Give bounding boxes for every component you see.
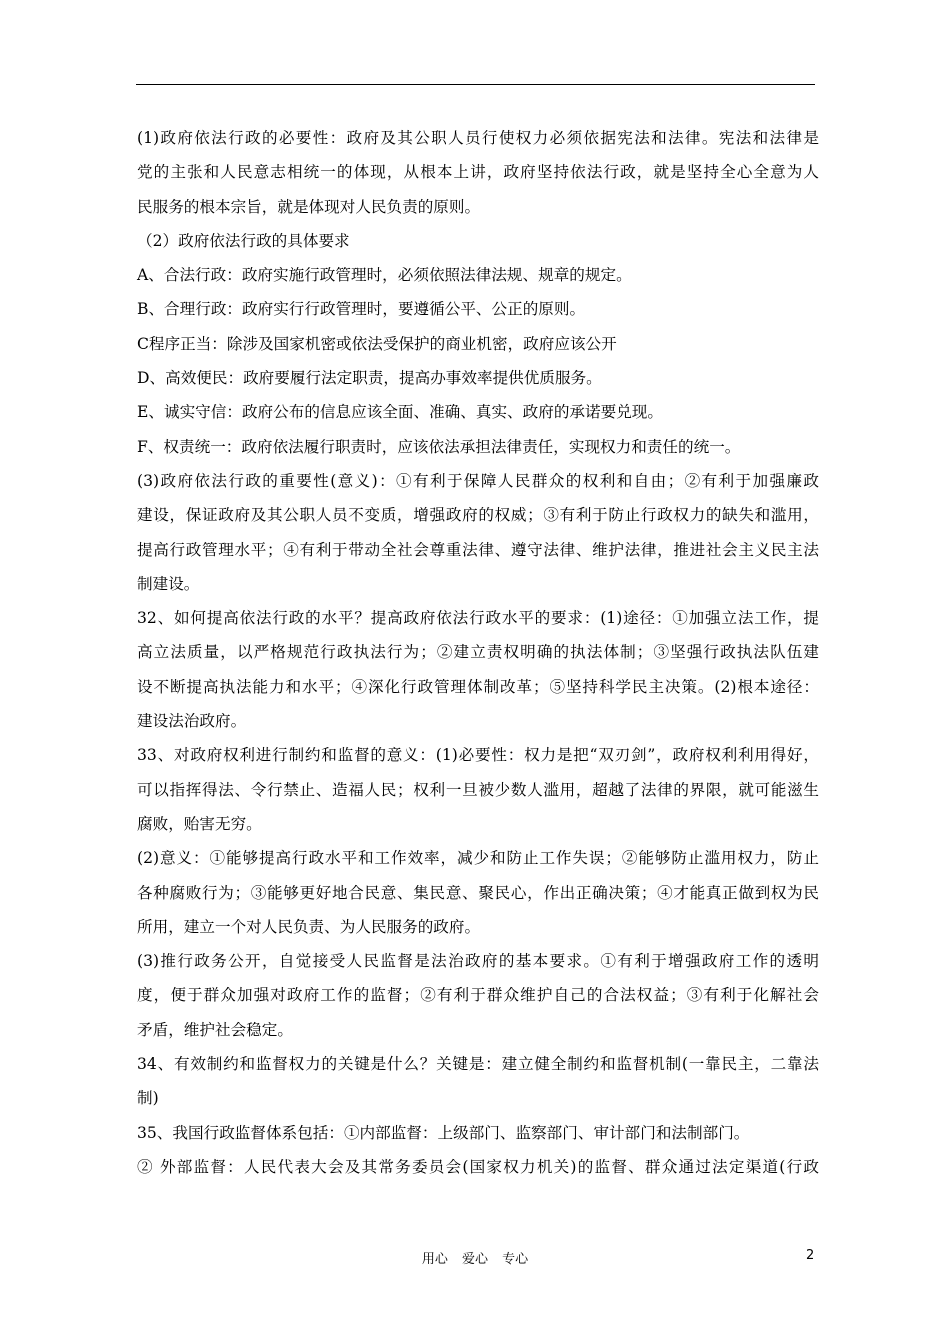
text-line: 矛盾，维护社会稳定。 (137, 1020, 293, 1039)
text-line: (3)政府依法行政的重要性(意义)：①有利于保障人民群众的权利和自由；②有利于加强廉政 (137, 471, 819, 490)
footer-motto: 用心 爱心 专心 (421, 1252, 529, 1267)
text-line: (3)推行政务公开，自觉接受人民监督是法治政府的基本要求。①有利于增强政府工作的透明 (137, 952, 819, 971)
text-line: 所用，建立一个对人民负责、为人民服务的政府。 (137, 917, 481, 936)
text-line: 各种腐败行为；③能够更好地合民意、集民意、聚民心，作出正确决策；④才能真正做到权为民 (137, 883, 819, 902)
text-line: 腐败，贻害无穷。 (137, 814, 262, 833)
text-line: 制) (137, 1089, 159, 1108)
text-line: 度，便于群众加强对政府工作的监督；②有利于群众维护自己的合法权益；③有利于化解社会 (137, 986, 819, 1005)
text-line: 35、我国行政监督体系包括：①内部监督：上级部门、监察部门、审计部门和法制部门。 (137, 1123, 750, 1142)
text-line: 32、如何提高依法行政的水平？提高政府依法行政水平的要求：(1)途径：①加强立法工作，提 (137, 609, 819, 628)
text-line: （2）政府依法行政的具体要求 (137, 231, 350, 250)
text-line: ② 外部监督：人民代表大会及其常务委员会(国家权力机关)的监督、群众通过法定渠道(行政 (137, 1157, 819, 1176)
text-line: F、权责统一：政府依法履行职责时，应该依法承担法律责任，实现权力和责任的统一。 (137, 437, 741, 456)
text-line: 建设法治政府。 (137, 712, 247, 731)
text-line: (2)意义：①能够提高行政水平和工作效率，减少和防止工作失误；②能够防止滥用权力，防止 (137, 849, 819, 868)
page-number: 2 (806, 1248, 815, 1263)
document-body (137, 121, 819, 1184)
text-line: 建设，保证政府及其公职人员不变质，增强政府的权威；③有利于防止行政权力的缺失和滥用， (137, 506, 819, 525)
text-line: A、合法行政：政府实施行政管理时，必须依照法律法规、规章的规定。 (137, 266, 632, 285)
text-line: 高立法质量，以严格规范行政执法行为；②建立责权明确的执法体制；③坚强行政执法队伍建 (137, 643, 819, 662)
text-line: E、诚实守信：政府公布的信息应该全面、准确、真实、政府的承诺要兑现。 (137, 403, 663, 422)
text-line: D、高效便民：政府要履行法定职责，提高办事效率提供优质服务。 (137, 369, 602, 388)
text-line: 设不断提高执法能力和水平；④深化行政管理体制改革；⑤坚持科学民主决策。(2)根本途径： (137, 677, 819, 696)
text-line: 党的主张和人民意志相统一的体现，从根本上讲，政府坚持依法行政，就是坚持全心全意为人 (137, 163, 819, 182)
text-line: 民服务的根本宗旨，就是体现对人民负责的原则。 (137, 197, 481, 216)
text-line: B、合理行政：政府实行行政管理时，要遵循公平、公正的原则。 (137, 300, 586, 319)
text-line: 33、对政府权利进行制约和监督的意义：(1)必要性：权力是把“双刃剑”，政府权利利用得好， (137, 746, 819, 765)
text-line: C程序正当：除涉及国家机密或依法受保护的商业机密，政府应该公开 (137, 334, 617, 353)
text-line: (1)政府依法行政的必要性：政府及其公职人员行使权力必须依据宪法和法律。宪法和法律是 (137, 129, 819, 147)
text-line: 可以指挥得法、令行禁止、造福人民；权利一旦被少数人滥用，超越了法律的界限，就可能滋生 (137, 780, 819, 799)
text-line: 34、有效制约和监督权力的关键是什么？关键是：建立健全制约和监督机制(一靠民主，二靠法 (137, 1055, 819, 1074)
header-rule (136, 84, 815, 85)
text-line: 制建设。 (137, 574, 200, 593)
text-line: 提高行政管理水平；④有利于带动全社会尊重法律、遵守法律、维护法律，推进社会主义民主法 (137, 540, 819, 559)
